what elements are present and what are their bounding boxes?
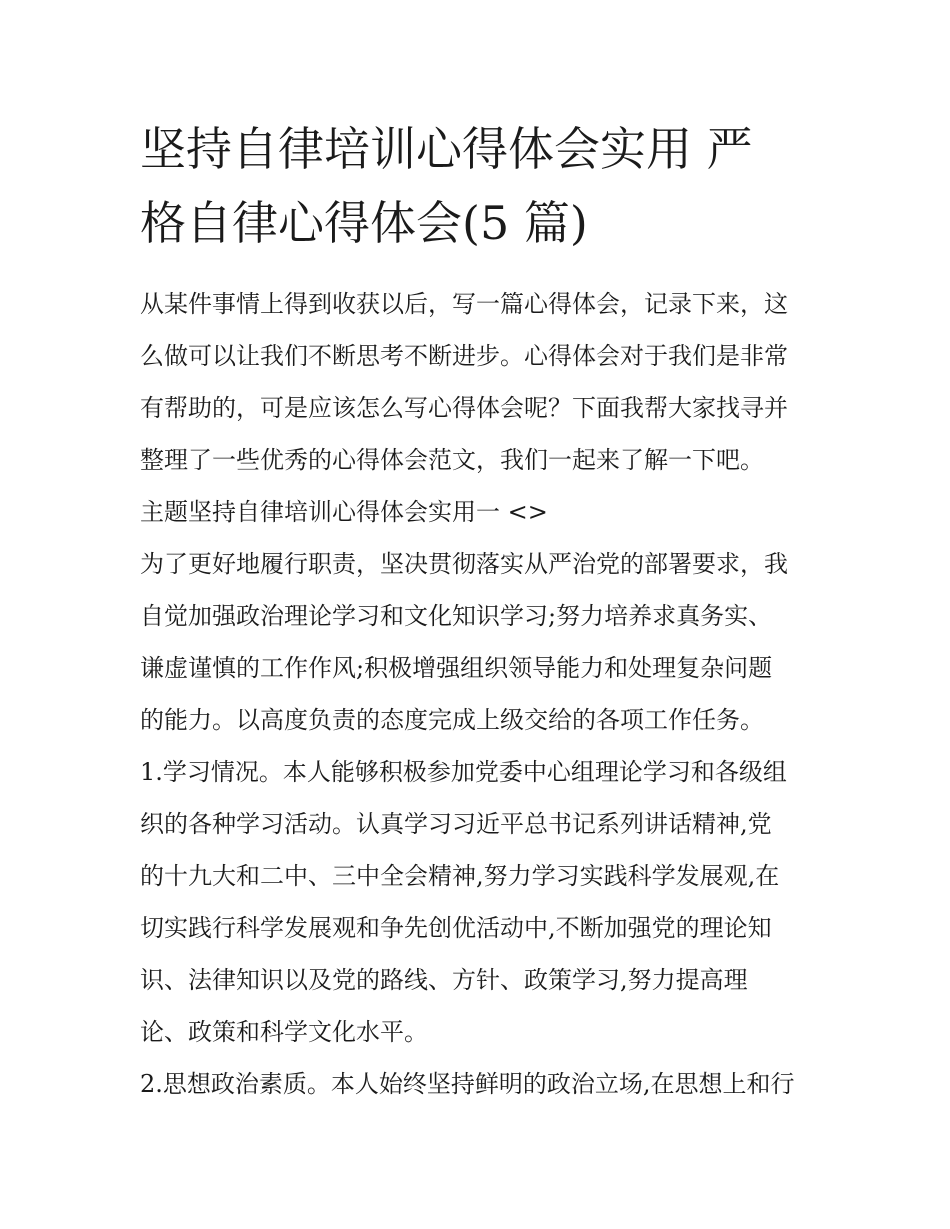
body-line: 自觉加强政治理论学习和文化知识学习;努力培养求真务实、 xyxy=(140,602,773,630)
body-line: 切实践行科学发展观和争先创优活动中,不断加强党的理论知 xyxy=(140,914,772,942)
page-title xyxy=(140,112,820,260)
body-line: 的十九大和二中、三中全会精神,努力学习实践科学发展观,在 xyxy=(140,862,780,890)
body-line: 有帮助的，可是应该怎么写心得体会呢？下面我帮大家找寻并 xyxy=(140,394,788,422)
body-line: 的能力。以高度负责的态度完成上级交给的各项工作任务。 xyxy=(140,706,764,734)
body-line: 论、政策和科学文化水平。 xyxy=(140,1018,428,1046)
body-line: 织的各种学习活动。认真学习习近平总书记系列讲话精神,党 xyxy=(140,810,772,838)
body-line: 从某件事情上得到收获以后，写一篇心得体会，记录下来，这 xyxy=(140,290,788,318)
body-line: 整理了一些优秀的心得体会范文，我们一起来了解一下吧。 xyxy=(140,446,764,474)
body-line: 谦虚谨慎的工作作风;积极增强组织领导能力和处理复杂问题 xyxy=(140,654,773,682)
title-line-2: 格自律心得体会(5 篇) xyxy=(140,196,588,250)
body-line: 识、法律知识以及党的路线、方针、政策学习,努力提高理 xyxy=(140,966,748,994)
body-line: 为了更好地履行职责，坚决贯彻落实从严治党的部署要求，我 xyxy=(140,550,788,578)
title-line-1: 坚持自律培训心得体会实用 严 xyxy=(140,122,753,176)
section-heading: 主题坚持自律培训心得体会实用一 <> xyxy=(140,498,548,526)
body-line: 么做可以让我们不断思考不断进步。心得体会对于我们是非常 xyxy=(140,342,788,370)
body-line: 1.学习情况。本人能够积极参加党委中心组理论学习和各级组 xyxy=(140,758,787,786)
body-line: 2.思想政治素质。本人始终坚持鲜明的政治立场,在思想上和行 xyxy=(140,1070,795,1098)
body-text xyxy=(140,278,830,1110)
